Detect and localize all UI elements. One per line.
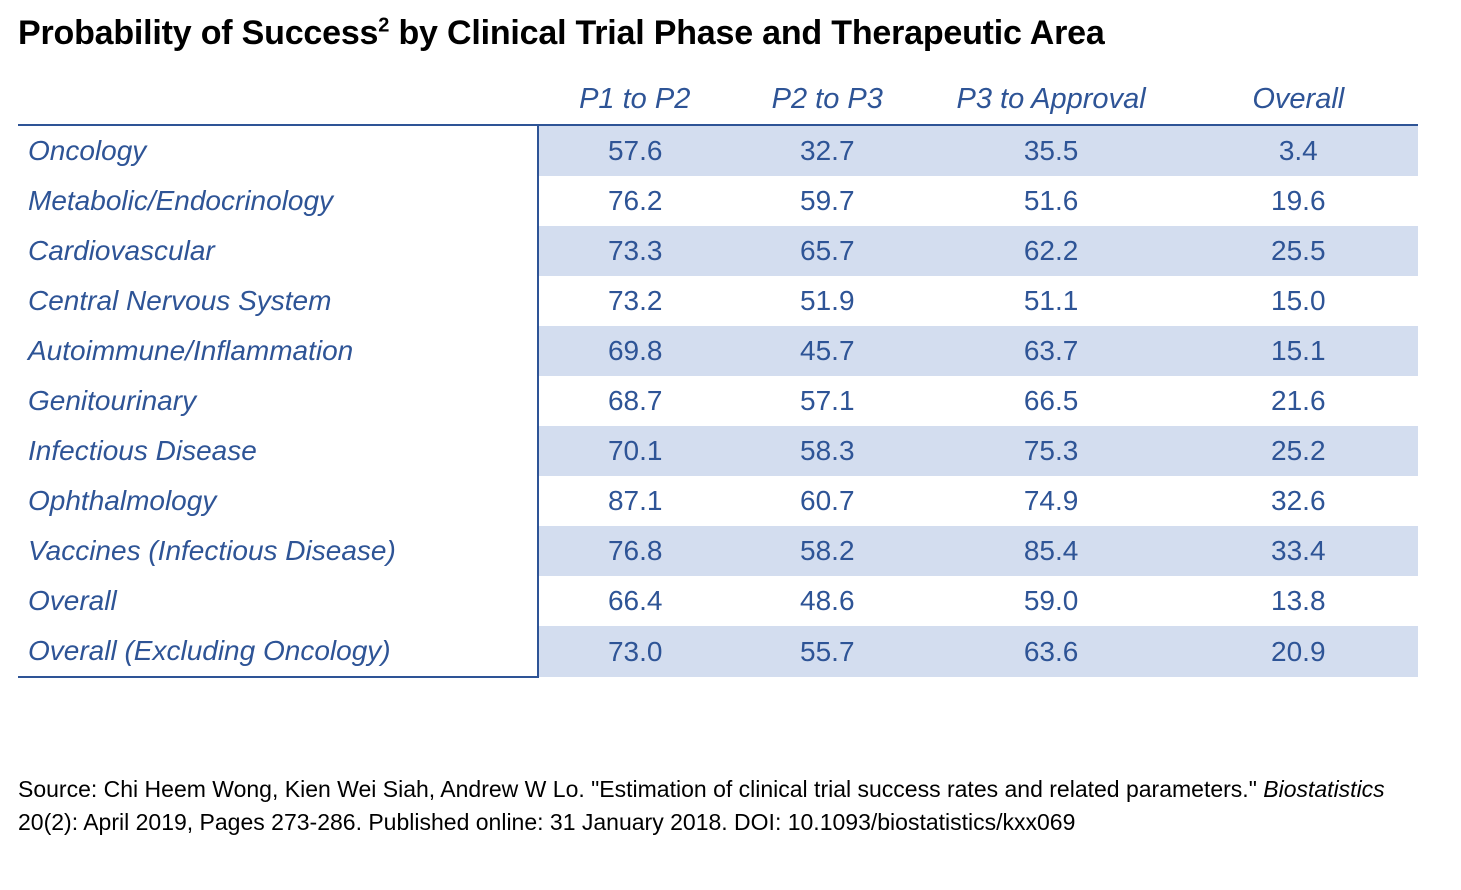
table-row <box>18 226 1418 276</box>
table-row <box>18 526 1418 576</box>
table-row <box>18 626 1418 677</box>
source-text-part2: 20(2): April 2019, Pages 273-286. Published online: 31 January 2018. DOI: 10.1093/biostatistics/kxx069 <box>18 809 1076 836</box>
cell-p3-to-approval: 63.7 <box>924 326 1179 376</box>
cell-p2-to-p3: 60.7 <box>800 485 855 517</box>
cell-overall: 21.6 <box>1271 385 1326 417</box>
title-main-after: by Clinical Trial Phase and Therapeutic Area <box>389 14 1105 52</box>
cell-p2-to-p3: 58.2 <box>731 526 924 576</box>
row-label: Oncology <box>18 125 538 176</box>
cell-p1-to-p2: 76.8 <box>538 526 731 576</box>
cell-p1-to-p2: 70.1 <box>538 426 731 476</box>
cell-p2-to-p3: 65.7 <box>731 226 924 276</box>
cell-overall: 19.6 <box>1271 185 1326 217</box>
table-body <box>18 125 1418 677</box>
row-label: Autoimmune/Inflammation <box>18 326 538 376</box>
column-header-blank <box>18 83 538 125</box>
cell-p1-to-p2: 57.6 <box>538 125 731 176</box>
cell-overall: 15.1 <box>1179 326 1418 376</box>
cell-overall: 3.4 <box>1179 125 1418 176</box>
cell-p2-to-p3: 58.3 <box>731 426 924 476</box>
row-label: Ophthalmology <box>18 476 538 526</box>
cell-p1-to-p2: 73.2 <box>607 285 663 317</box>
row-label: Cardiovascular <box>18 226 538 276</box>
cell-overall: 20.9 <box>1179 626 1418 677</box>
table-row <box>18 576 1418 626</box>
cell-p3-to-approval: 74.9 <box>1023 485 1079 517</box>
source-note <box>18 773 1438 840</box>
cell-p3-to-approval: 62.2 <box>924 226 1179 276</box>
cell-p1-to-p2: 73.0 <box>538 626 731 677</box>
table-header-row <box>18 83 1418 125</box>
cell-p1-to-p2: 73.3 <box>538 226 731 276</box>
table-row <box>18 276 1418 326</box>
probability-of-success-table <box>18 83 1418 678</box>
cell-p3-to-approval: 51.1 <box>1023 285 1079 317</box>
cell-p1-to-p2: 76.2 <box>607 185 663 217</box>
cell-p1-to-p2: 87.1 <box>607 485 663 517</box>
title-main-before: Probability of Success <box>18 14 379 52</box>
row-label: Metabolic/Endocrinology <box>18 176 538 226</box>
row-label: Overall <box>18 576 538 626</box>
source-journal-name: Biostatistics <box>1263 776 1385 802</box>
cell-p1-to-p2: 66.4 <box>607 585 663 617</box>
row-label: Overall (Excluding Oncology) <box>18 626 538 677</box>
column-header-overall: Overall <box>1179 83 1418 125</box>
table-row <box>18 125 1418 176</box>
cell-p2-to-p3: 59.7 <box>800 185 855 217</box>
cell-overall: 25.5 <box>1179 226 1418 276</box>
cell-p2-to-p3: 57.1 <box>800 385 855 417</box>
table-row <box>18 426 1418 476</box>
cell-p2-to-p3: 55.7 <box>731 626 924 677</box>
table-row <box>18 326 1418 376</box>
cell-p2-to-p3: 48.6 <box>800 585 855 617</box>
cell-overall: 25.2 <box>1179 426 1418 476</box>
cell-p1-to-p2: 68.7 <box>607 385 663 417</box>
cell-p3-to-approval: 66.5 <box>1023 385 1079 417</box>
cell-overall: 15.0 <box>1271 285 1326 317</box>
cell-p3-to-approval: 51.6 <box>1023 185 1079 217</box>
cell-overall: 13.8 <box>1271 585 1326 617</box>
cell-overall: 32.6 <box>1271 485 1326 517</box>
cell-p3-to-approval: 75.3 <box>924 426 1179 476</box>
title-superscript: 2 <box>378 14 390 37</box>
cell-p2-to-p3: 51.9 <box>800 285 855 317</box>
source-text-part1: Source: Chi Heem Wong, Kien Wei Siah, Andrew W Lo. "Estimation of clinical trial success rates and related parameters." <box>18 776 1264 802</box>
cell-p2-to-p3: 45.7 <box>731 326 924 376</box>
cell-p3-to-approval: 35.5 <box>924 125 1179 176</box>
cell-p1-to-p2: 69.8 <box>538 326 731 376</box>
table-row <box>18 176 1418 226</box>
cell-p2-to-p3: 32.7 <box>731 125 924 176</box>
row-label: Infectious Disease <box>18 426 538 476</box>
row-label: Central Nervous System <box>18 276 538 326</box>
table-header <box>18 83 1418 125</box>
column-header-p1-to-p2: P1 to P2 <box>538 83 731 125</box>
cell-p3-to-approval: 63.6 <box>924 626 1179 677</box>
column-header-p3-to-approval: P3 to Approval <box>924 83 1179 125</box>
table-row <box>18 376 1418 426</box>
row-label: Vaccines (Infectious Disease) <box>18 526 538 576</box>
cell-overall: 33.4 <box>1179 526 1418 576</box>
column-header-p2-to-p3: P2 to P3 <box>731 83 924 125</box>
cell-p3-to-approval: 59.0 <box>1023 585 1079 617</box>
table-row <box>18 476 1418 526</box>
row-label: Genitourinary <box>18 376 538 426</box>
cell-p3-to-approval: 85.4 <box>924 526 1179 576</box>
page-title <box>18 14 1443 53</box>
